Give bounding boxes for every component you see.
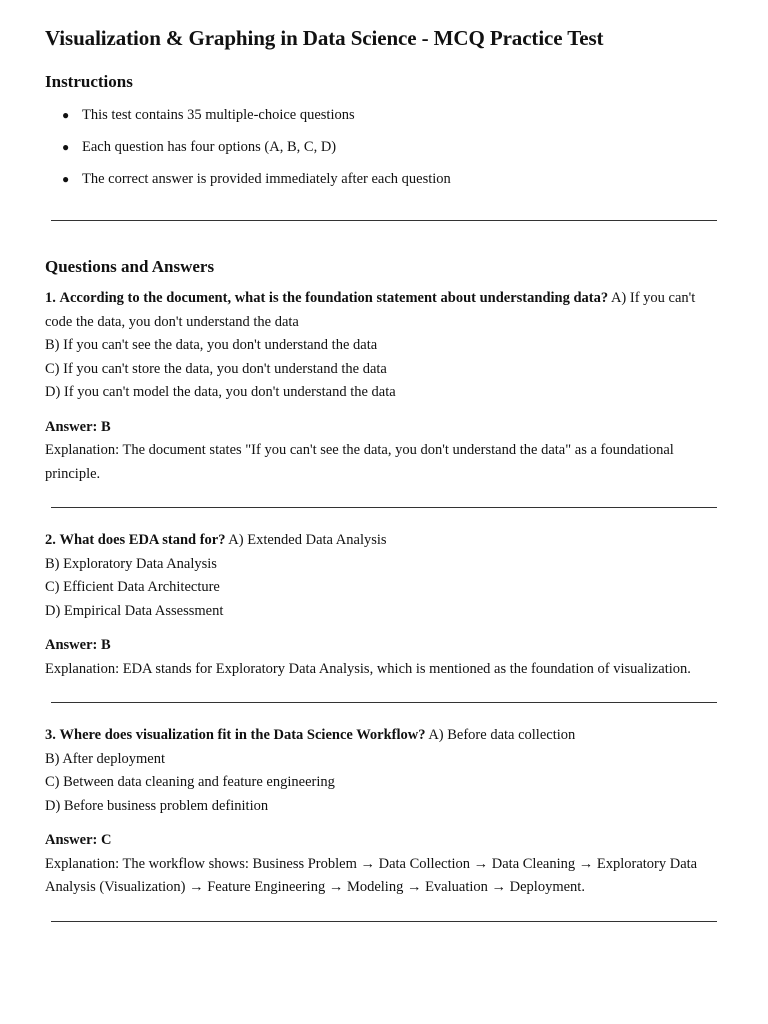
instructions-list: [45, 105, 723, 189]
question-block: [45, 724, 723, 900]
question-block: [45, 287, 723, 486]
answer-label: Answer: B: [45, 637, 111, 653]
question-prompt: What does EDA stand for?: [59, 532, 226, 548]
question-prompt: Where does visualization fit in the Data Science Workflow?: [59, 727, 426, 743]
bullet-icon: ●: [62, 140, 70, 154]
bullet-icon: ●: [62, 108, 70, 122]
explanation-text: Explanation: EDA stands for Exploratory Data Analysis, which is mentioned as the foundation of visualization.: [45, 660, 691, 677]
question-block: [45, 529, 723, 681]
option-d: D) Before business problem definition: [45, 797, 269, 814]
question-divider: [51, 507, 717, 508]
option-b: B) If you can't see the data, you don't understand the data: [45, 337, 378, 353]
explanation-text: Explanation: The workflow shows: Business Problem → Data Collection → Data Cleaning → Exploratory Data Analysis (Visualization) → Feature Engineering → Modeling → Evaluation → Deployment.: [45, 855, 698, 895]
question-divider: [51, 921, 717, 922]
question-divider: [51, 702, 717, 703]
question-text: [45, 529, 723, 553]
option-c: C) Efficient Data Architecture: [45, 579, 220, 595]
option-a: A) Extended Data Analysis: [228, 532, 387, 548]
question-number: 1.: [45, 290, 56, 306]
option-b: B) After deployment: [45, 750, 166, 767]
question-number: 3.: [45, 727, 56, 743]
instructions-heading: Instructions: [45, 72, 133, 91]
instructions-item: ● Each question has four options (A, B, C, D): [62, 139, 337, 155]
question-text: [45, 724, 723, 748]
instructions-item: ● The correct answer is provided immediately after each question: [62, 171, 451, 187]
option-d: D) Empirical Data Assessment: [45, 602, 224, 619]
option-a: A) If you can't code the data, you don't understand the data: [45, 290, 696, 330]
option-d: D) If you can't model the data, you don't understand the data: [45, 384, 396, 400]
option-c: C) If you can't store the data, you don't understand the data: [45, 360, 387, 377]
question-number: 2.: [45, 532, 56, 548]
page-title: Visualization & Graphing in Data Science - MCQ Practice Test: [45, 26, 604, 50]
option-c: C) Between data cleaning and feature engineering: [45, 774, 335, 790]
option-b: B) Exploratory Data Analysis: [45, 555, 217, 572]
instructions-item: ● This test contains 35 multiple-choice questions: [62, 107, 355, 123]
answer-label: Answer: C: [45, 832, 112, 848]
question-text: [45, 287, 723, 334]
question-prompt: According to the document, what is the foundation statement about understanding data?: [59, 290, 609, 306]
explanation-text: Explanation: The document states "If you can't see the data, you don't understand the data" as a foundational principle.: [45, 442, 674, 482]
bullet-icon: ●: [62, 172, 70, 186]
answer-label: Answer: B: [45, 418, 111, 435]
section-divider: [51, 220, 717, 221]
option-a: A) Before data collection: [428, 727, 576, 743]
questions-heading: Questions and Answers: [45, 257, 215, 276]
